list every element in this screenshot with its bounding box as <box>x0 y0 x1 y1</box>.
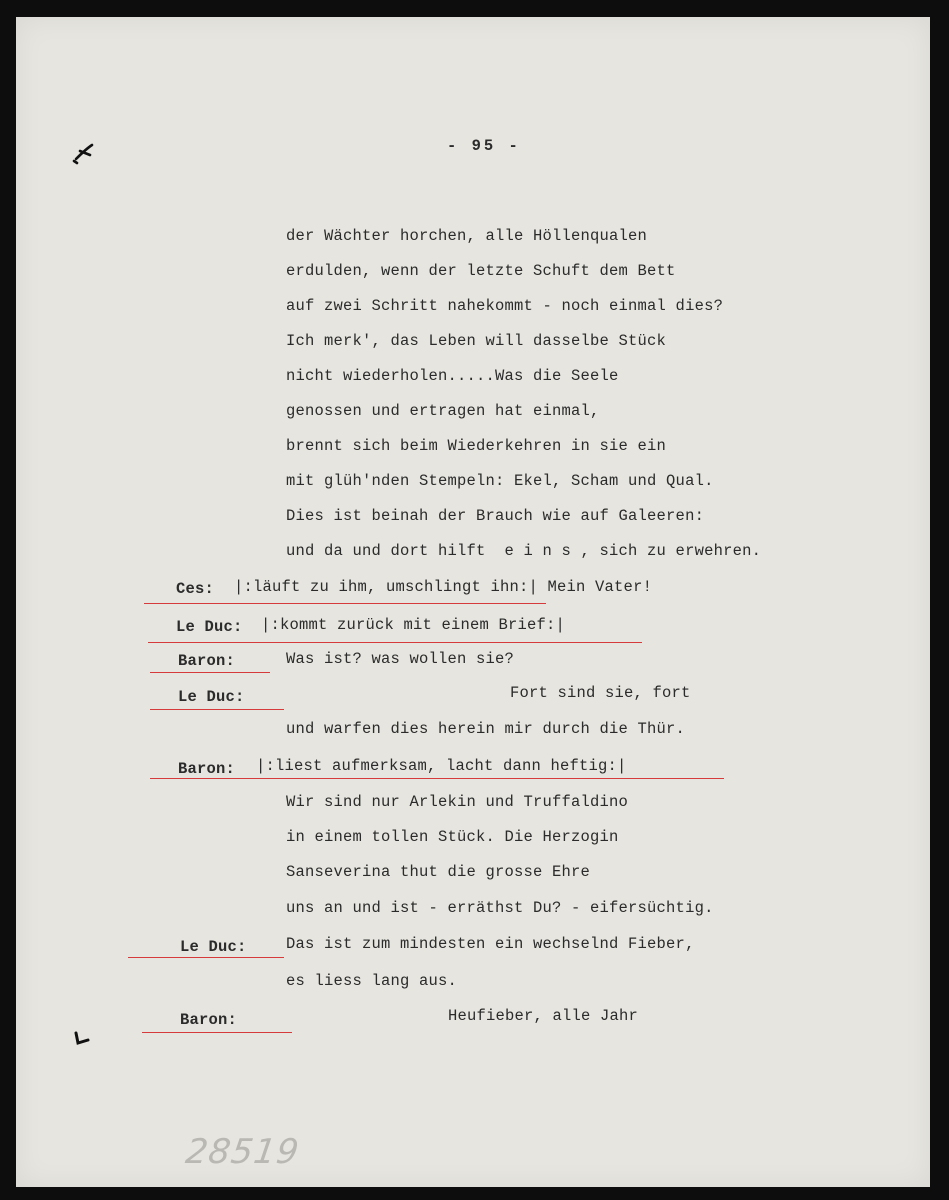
text-line: mit glüh'nden Stempeln: Ekel, Scham und Qual. <box>286 472 714 490</box>
archive-number: 28519 <box>183 1132 302 1172</box>
dialogue-text: Fort sind sie, fort <box>510 684 691 702</box>
red-underline <box>144 603 546 604</box>
dialogue-text: es liess lang aus. <box>286 972 458 990</box>
dialogue-text: Sanseverina thut die grosse Ehre <box>286 863 591 881</box>
dialogue-text: Heufieber, alle Jahr <box>448 1007 639 1025</box>
text-line: genossen und ertragen hat einmal, <box>286 402 600 420</box>
text-line: Ich merk', das Leben will dasselbe Stück <box>286 332 667 350</box>
dialogue-text: uns an und ist - erräthst Du? - eifersüchtig. <box>286 899 714 917</box>
margin-mark-icon <box>68 137 102 167</box>
speaker-label: Le Duc: <box>176 618 243 636</box>
text-line: erdulden, wenn der letzte Schuft dem Bett <box>286 262 676 280</box>
text-line: brennt sich beim Wiederkehren in sie ein <box>286 437 667 455</box>
red-underline <box>142 1032 292 1033</box>
dialogue-text: Wir sind nur Arlekin und Truffaldino <box>286 793 629 811</box>
speaker-label: Baron: <box>178 652 236 670</box>
speaker-label: Le Duc: <box>178 688 245 706</box>
text-line: und da und dort hilft e i n s , sich zu erwehren. <box>286 542 762 560</box>
speaker-label: Ces: <box>176 580 215 598</box>
red-underline <box>148 642 642 643</box>
stage-direction: |:liest aufmerksam, lacht dann heftig:| <box>256 757 627 775</box>
speaker-label: Baron: <box>180 1011 238 1029</box>
red-underline <box>150 778 724 779</box>
text-line: nicht wiederholen.....Was die Seele <box>286 367 619 385</box>
red-underline <box>150 709 284 710</box>
speaker-label: Baron: <box>178 760 236 778</box>
stage-direction: |:läuft zu ihm, umschlingt ihn:| Mein Vater! <box>234 578 653 596</box>
dialogue-text: Was ist? was wollen sie? <box>286 650 515 668</box>
red-underline <box>150 672 270 673</box>
red-underline <box>128 957 284 958</box>
dialogue-text: und warfen dies herein mir durch die Thür. <box>286 720 686 738</box>
page-number: - 95 - <box>447 137 521 155</box>
text-line: auf zwei Schritt nahekommt - noch einmal dies? <box>286 297 724 315</box>
dialogue-text: Das ist zum mindesten ein wechselnd Fieber, <box>286 935 695 953</box>
margin-tick-icon <box>72 1029 94 1049</box>
speaker-label: Le Duc: <box>180 938 247 956</box>
text-line: der Wächter horchen, alle Höllenqualen <box>286 227 648 245</box>
stage-direction: |:kommt zurück mit einem Brief:| <box>261 616 566 634</box>
text-line: Dies ist beinah der Brauch wie auf Galeeren: <box>286 507 705 525</box>
dialogue-text: in einem tollen Stück. Die Herzogin <box>286 828 619 846</box>
document-page <box>16 17 930 1187</box>
